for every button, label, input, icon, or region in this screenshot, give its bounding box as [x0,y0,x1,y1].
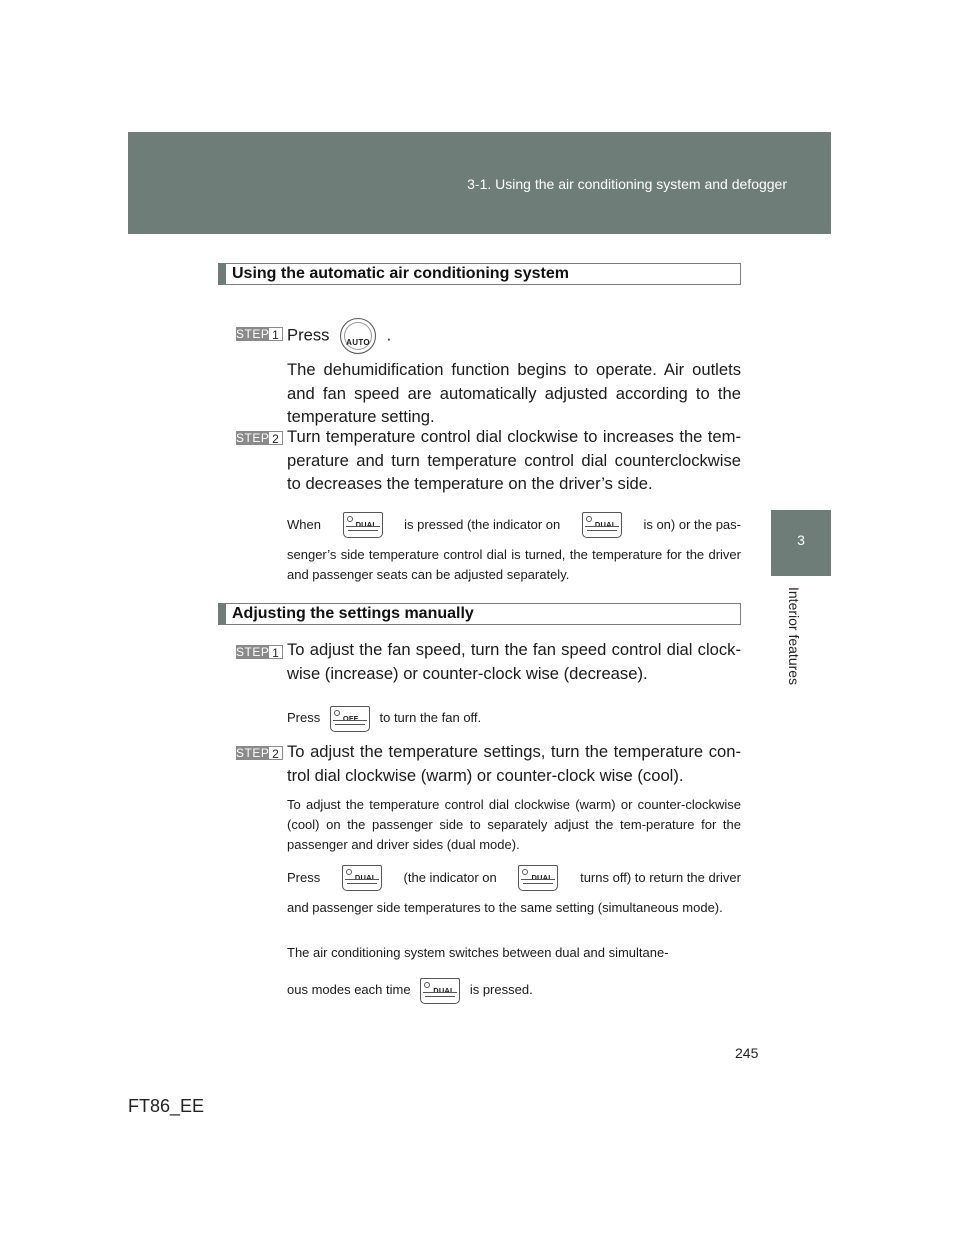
indicator-dot-icon [424,982,430,988]
step2-text: Turn temperature control dial clockwise to increases the tem-perature and turn temperature control dial counterclockwise to decreases the temperature on the driver’s side. [287,427,741,493]
dual-button-icon [582,512,622,538]
indicator-dot-icon [346,869,352,875]
chapter-number: 3 [797,532,805,548]
step-label: STEP [236,746,270,760]
note-on: is on) or the pas- [643,517,741,532]
simultaneous-note-rest: and passenger side temperatures to the same setting (simultaneous mode). [287,900,723,915]
indicator-dot-icon [334,710,340,716]
step-number: 2 [269,746,283,760]
dual-button-icon [420,978,460,1004]
step-badge-2 [236,746,284,760]
dual-button-label: DUAL [433,986,455,995]
note-fan-off: to turn the fan off. [379,710,482,726]
press-text: Press [287,325,330,345]
chapter-tab [771,510,831,576]
note-press: Press [287,870,321,885]
step-badge-2 [236,431,284,445]
note-indicator-on: (the indicator on [403,870,497,885]
note-ous-modes: ous modes each time [287,982,411,998]
indicator-dot-icon [522,869,528,875]
off-button-icon [330,706,370,732]
step-label: STEP [236,327,270,341]
header-band [128,132,831,234]
dual-mode-note: To adjust the temperature control dial clockwise (warm) or counter-clockwise (cool) on the passenger side to separately adjust the tem-perature for the passenger and driver sides (dual mode). [287,797,741,852]
auto-button-label: AUTO [346,338,370,347]
chapter-title: Interior features [786,587,802,686]
dual-button-label: DUAL [354,873,377,882]
breadcrumb: 3-1. Using the air conditioning system and defogger [467,176,787,192]
dual-note-rest: senger’s side temperature control dial is turned, the temperature for the driver and passenger seats can be adjusted separately. [287,547,741,582]
note-pressed: is pressed (the indicator on [404,517,561,532]
auto-button-icon [340,318,376,354]
dual-note-line1 [287,512,741,538]
dual-button-icon [343,512,383,538]
step-number: 1 [269,645,283,659]
step-label: STEP [236,431,270,445]
fan-speed-text: To adjust the fan speed, turn the fan speed control dial clock-wise (increase) or counter-clock wise (decrease). [287,640,741,683]
page-number: 245 [735,1045,759,1061]
dual-button-icon [342,865,382,891]
note-turns-off: turns off) to return the driver [580,870,741,885]
step-badge-1 [236,645,284,659]
period-text: . [386,325,392,345]
indicator-dot-icon [347,516,353,522]
indicator-dot-icon [586,516,592,522]
note-is-pressed: is pressed. [469,982,533,998]
step-number: 1 [269,327,283,341]
dual-button-label: DUAL [531,873,554,882]
dual-button-label: DUAL [355,520,378,529]
switch-note-line1: The air conditioning system switches between dual and simultane- [287,945,669,960]
document-code: FT86_EE [128,1096,205,1116]
step-badge-1 [236,327,284,341]
step-label: STEP [236,645,270,659]
step1-press-line [287,318,741,354]
step-number: 2 [269,431,283,445]
dual-button-icon [518,865,558,891]
note-press: Press [287,710,321,726]
off-button-label: OFF [342,714,359,723]
simultaneous-note-line1 [287,865,741,891]
dual-button-label: DUAL [594,520,617,529]
section-title-automatic: Using the automatic air conditioning system [218,263,741,285]
section-title-manual: Adjusting the settings manually [218,603,741,625]
temperature-text: To adjust the temperature settings, turn the temperature con-trol dial clockwise (warm) or counter-clock wise (cool). [287,742,741,785]
note-when: When [287,517,321,532]
step1-detail: The dehumidification function begins to operate. Air outlets and fan speed are automatically adjusted according to the temperature setting. [287,360,741,426]
fan-off-note [287,706,741,732]
switch-note-line2 [287,978,741,1004]
